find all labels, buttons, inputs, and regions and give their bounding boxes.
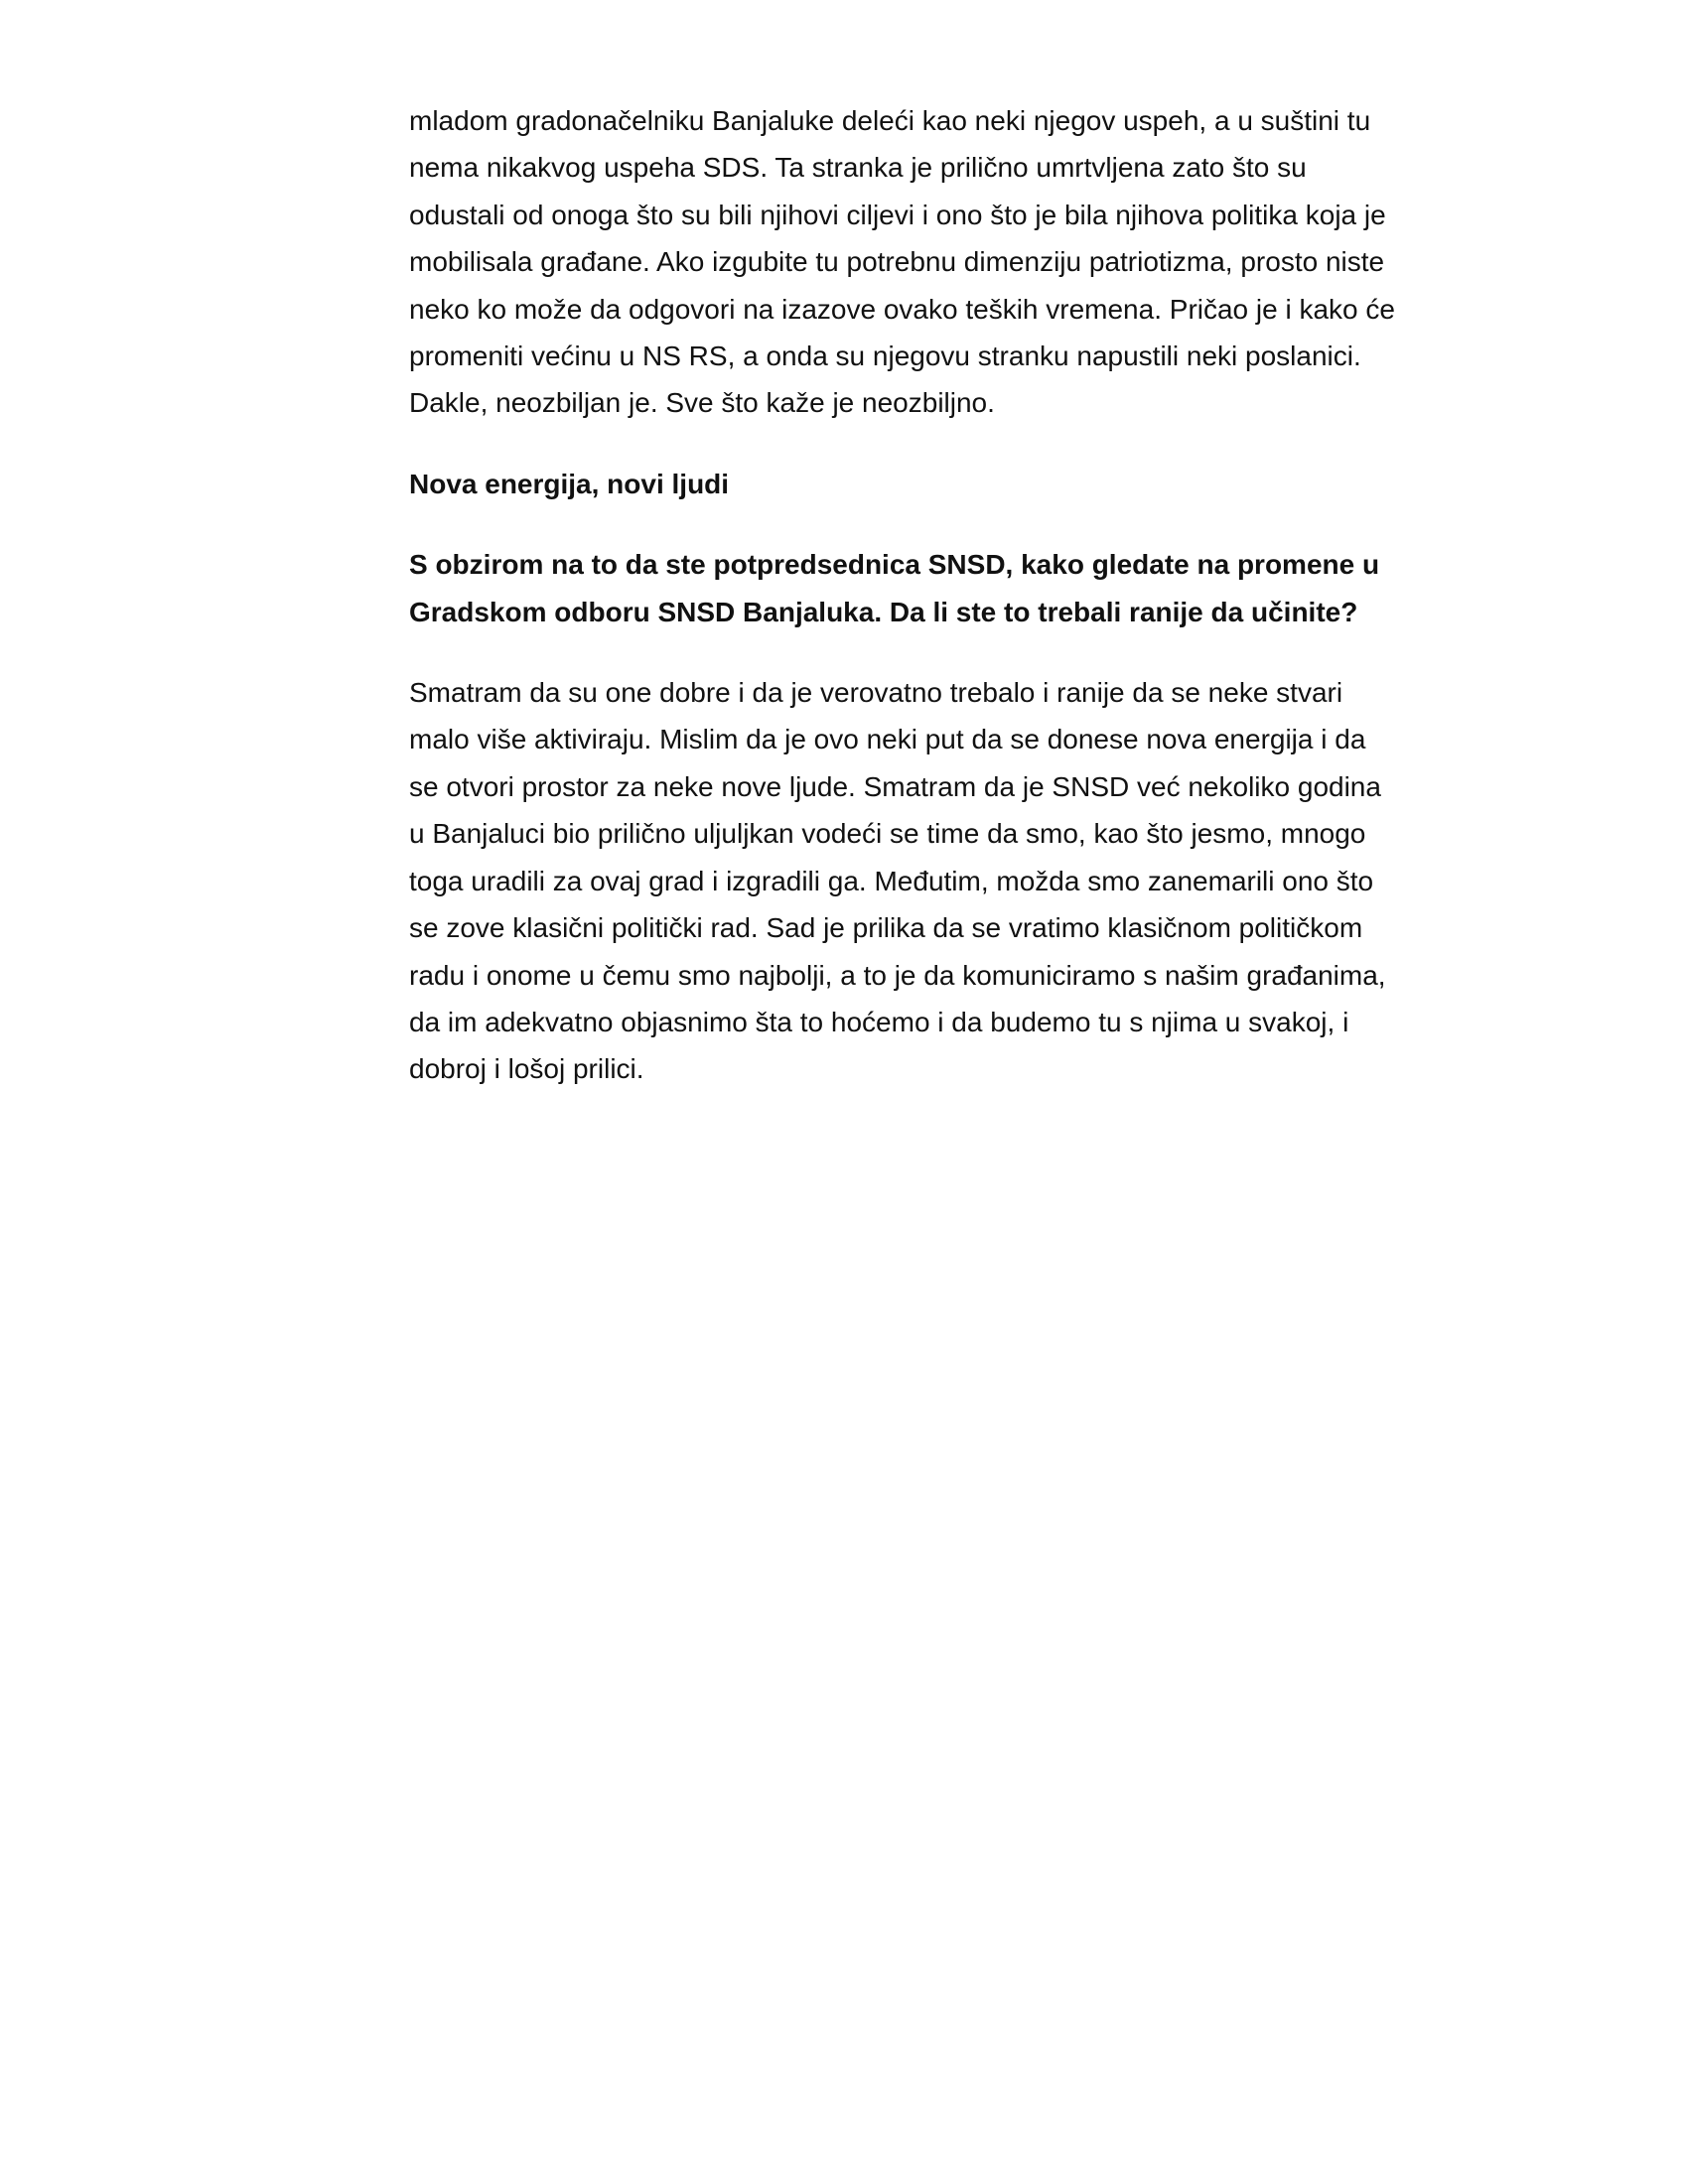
article-paragraph-continued: mladom gradonačelniku Banjaluke deleći kao neki njegov uspeh, a u suštini tu nema nikakvog uspeha SDS. Ta stranka je prilično umrtvljena zato što su odustali od onoga što su bili njihovi ciljevi i ono što je bila njihova politika koja je mobilisala građane. Ako izgubite tu potrebnu dimenziju patriotizma, prosto niste neko ko može da odgovori na izazove ovako teških vremena. Pričao je i kako će promeniti većinu u NS RS, a onda su njegovu stranku napustili neki poslanici. Dakle, neozbiljan je. Sve što kaže je neozbiljno. [409,105,1395,419]
interview-question: S obzirom na to da ste potpredsednica SNSD, kako gledate na promene u Gradskom odboru SNSD Banjaluka. Da li ste to trebali ranije da učinite? [409,549,1380,627]
article-body [409,97,1402,1127]
interview-answer: Smatram da su one dobre i da je verovatno trebalo i ranije da se neke stvari malo više aktiviraju. Mislim da je ovo neki put da se donese nova energija i da se otvori prostor za neke nove ljude. Smatram da je SNSD već nekoliko godina u Banjaluci bio prilično uljuljkan vodeći se time da smo, kao što jesmo, mnogo toga uradili za ovaj grad i izgradili ga. Međutim, možda smo zanemarili ono što se zove klasični politički rad. Sad je prilika da se vratimo klasičnom političkom radu i onome u čemu smo najbolji, a to je da komuniciramo s našim građanima, da im adekvatno objasnimo šta to hoćemo i da budemo tu s njima u svakoj, i dobroj i lošoj prilici. [409,677,1386,1085]
section-subheading: Nova energija, novi ljudi [409,468,730,499]
